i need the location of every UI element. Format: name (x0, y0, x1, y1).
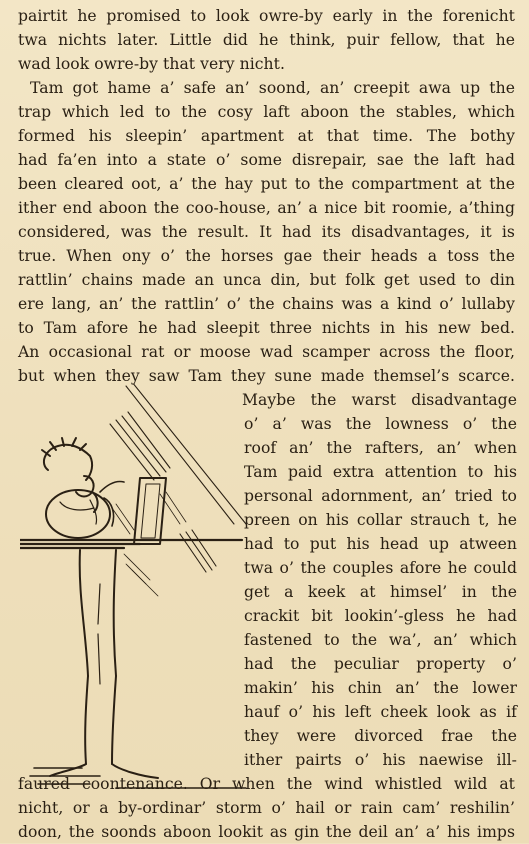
text-line: considered, was the result. It had its disadvantages, it is (18, 223, 515, 241)
text-line: true. When ony o’ the horses gae their heads a toss the (18, 247, 515, 265)
text-line: twa o’ the couples afore he could (244, 559, 517, 577)
text-line: hauf o’ his left cheek look as if (244, 703, 517, 721)
man-before-mirror-illustration (20, 384, 248, 804)
text-line: personal adornment, an’ tried to (244, 487, 517, 505)
text-line: they were divorced frae the (244, 727, 517, 745)
text-line: An occasional rat or moose wad scamper across the floor, (18, 343, 515, 361)
text-line: doon, the soonds aboon lookit as gin the deil an’ a’ his imps (18, 823, 515, 841)
text-line: been cleared oot, a’ the hay put to the compartment at the (18, 175, 515, 193)
text-line: fastened to the wa’, an’ which (244, 631, 517, 649)
text-line: wad look owre-by that very nicht. (18, 55, 285, 73)
text-line: Tam got hame a’ safe an’ soond, an’ creepit awa up the (30, 79, 515, 97)
text-line: ither end aboon the coo-house, an’ a nice bit roomie, a’thing (18, 199, 515, 217)
text-line: get a keek at himsel’ in the (244, 583, 517, 601)
text-line: twa nichts later. Little did he think, puir fellow, that he (18, 31, 515, 49)
text-line: Tam paid extra attention to his (244, 463, 517, 481)
text-line: faured coontenance. Or when the wind whistled wild at (18, 775, 515, 793)
text-line: to Tam afore he had sleepit three nichts in his new bed. (18, 319, 515, 337)
text-line: had the peculiar property o’ (244, 655, 517, 673)
text-line: Maybe the warst disadvantage (242, 391, 517, 409)
text-line: but when they saw Tam they sune made themsel’s scarce. (18, 367, 515, 385)
text-line: had fa’en into a state o’ some disrepair, sae the laft had (18, 151, 515, 169)
text-line: crackit bit lookin’-gless he had (244, 607, 517, 625)
text-line: makin’ his chin an’ the lower (244, 679, 517, 697)
text-line: nicht, or a by-ordinar’ storm o’ hail or rain cam’ reshilin’ (18, 799, 515, 817)
text-line: preen on his collar strauch t, he (244, 511, 517, 529)
text-line: rattlin’ chains made an unca din, but folk get used to din (18, 271, 515, 289)
text-line: trap which led to the cosy laft aboon the stables, which (18, 103, 515, 121)
text-line: formed his sleepin’ apartment at that time. The bothy (18, 127, 515, 145)
text-line: had to put his head up atween (244, 535, 517, 553)
text-line: roof an’ the rafters, an’ when (244, 439, 517, 457)
text-line: ither pairts o’ his naewise ill- (244, 751, 517, 769)
text-line: o’ a’ was the lowness o’ the (244, 415, 517, 433)
text-line: pairtit he promised to look owre-by early in the forenicht (18, 7, 515, 25)
text-line: ere lang, an’ the rattlin’ o’ the chains was a kind o’ lullaby (18, 295, 515, 313)
